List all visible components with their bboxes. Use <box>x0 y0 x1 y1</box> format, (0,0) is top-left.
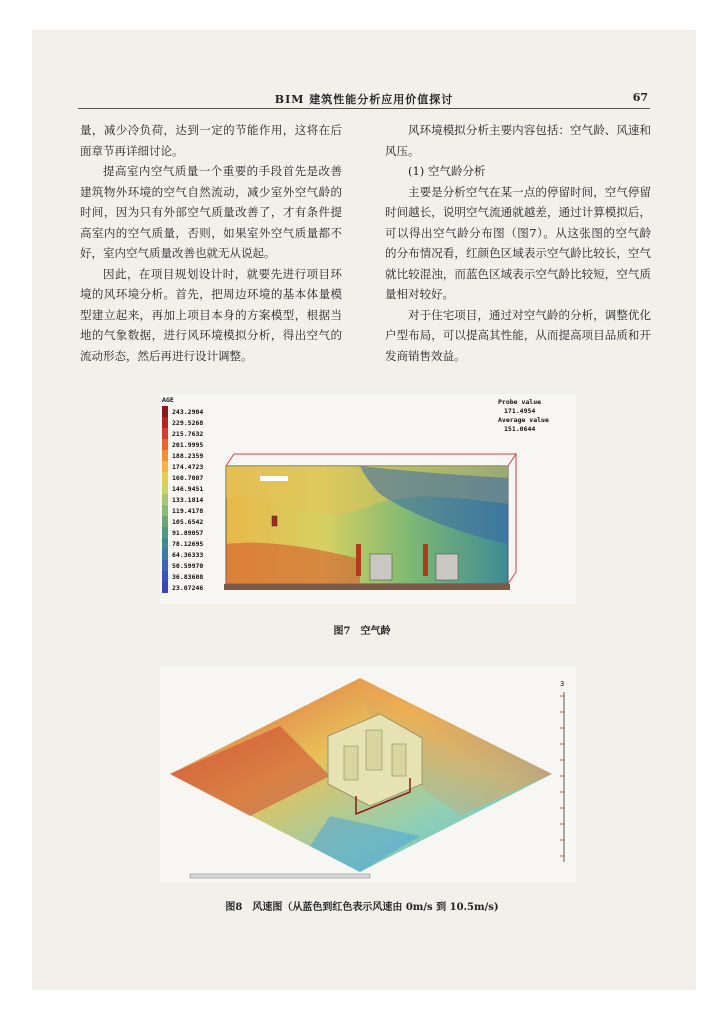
legend-value: 201.9995 <box>172 441 204 449</box>
legend-swatch <box>162 494 168 505</box>
legend-value: 119.4178 <box>172 507 204 515</box>
legend-swatch <box>162 549 168 560</box>
paragraph: 因此，在项目规划设计时，就要先进行项目环境的风环境分析。首先，把周边环境的基本体量模型建立起来，再加上项目本身的方案模型，根据当地的气象数据，进行风环境模拟分析，得出空气的流动形态，然后再进行设计调整。 <box>80 266 342 363</box>
legend-swatch <box>162 582 168 593</box>
legend-value: 215.7632 <box>172 430 204 438</box>
legend-value: 64.36333 <box>172 551 204 559</box>
right-column <box>385 120 651 366</box>
air-age-plot <box>160 394 576 604</box>
room-section <box>224 454 516 590</box>
legend-swatch <box>162 571 168 582</box>
scale-axis-ticks <box>560 696 564 856</box>
figure7-caption: 图7 空气龄 <box>333 626 391 637</box>
probe-value: 171.4954 <box>504 407 536 415</box>
legend-swatch <box>162 527 168 538</box>
legend-swatch <box>162 560 168 571</box>
left-column <box>80 120 342 366</box>
legend-value: 146.9451 <box>172 485 204 493</box>
legend-swatch <box>162 428 168 439</box>
legend-swatch <box>162 450 168 461</box>
figure-wind-speed <box>160 666 576 882</box>
paragraph: 风环境模拟分析主要内容包括：空气龄、风速和风压。 <box>385 123 651 158</box>
legend-title: AGE <box>162 396 174 404</box>
header-title: BIM 建筑性能分析应用价值探讨 <box>274 93 454 106</box>
legend-swatch <box>162 472 168 483</box>
legend-swatch <box>162 417 168 428</box>
legend-swatch <box>162 406 168 417</box>
section-heading: (1) 空气龄分析 <box>408 164 486 178</box>
figure8-caption: 图8 风速图（从蓝色到红色表示风速由 0m/s 到 10.5m/s) <box>225 902 499 913</box>
legend-swatch <box>162 483 168 494</box>
average-label: Average value <box>498 416 549 424</box>
legend-value: 36.83608 <box>172 573 204 581</box>
legend-value: 91.89057 <box>172 529 204 537</box>
running-header <box>78 90 650 109</box>
legend-value: 229.5268 <box>172 419 204 427</box>
legend-swatch <box>162 516 168 527</box>
wind-speed-plot <box>160 666 576 882</box>
legend-value: 50.59970 <box>172 562 204 570</box>
legend-value: 133.1814 <box>172 496 204 504</box>
legend-swatch <box>162 439 168 450</box>
legend-value: 188.2359 <box>172 452 204 460</box>
legend-value: 23.07246 <box>172 584 204 592</box>
paragraph: 对于住宅项目，通过对空气龄的分析，调整优化户型布局，可以提高其性能，从而提高项目品质和开发商销售效益。 <box>385 307 651 363</box>
progress-bar <box>190 874 370 878</box>
page-number: 67 <box>632 91 648 104</box>
legend-swatch <box>162 538 168 549</box>
legend-value: 160.7087 <box>172 474 204 482</box>
scale-axis-label: 3 <box>560 680 565 688</box>
legend-value: 174.4723 <box>172 463 204 471</box>
legend-value: 243.2904 <box>172 408 204 416</box>
legend-value: 105.6542 <box>172 518 204 526</box>
average-value: 151.0644 <box>504 425 536 433</box>
color-legend <box>162 406 203 593</box>
paragraph: 量，减少冷负荷，达到一定的节能作用，这将在后面章节再详细讨论。 <box>80 123 342 158</box>
legend-swatch <box>162 505 168 516</box>
paragraph: 主要是分析空气在某一点的停留时间，空气停留时间越长，说明空气流通就越差，通过计算模拟后，可以得出空气龄分布图（图7）。从这张图的空气龄的分布情况看，红颜色区域表示空气龄比较长，空气就比较混浊，而蓝色区域表示空气龄比较短，空气质量相对较好。 <box>385 184 651 301</box>
figure-air-age <box>160 394 576 604</box>
legend-swatch <box>162 461 168 472</box>
probe-label: Probe value <box>498 398 542 406</box>
paragraph: 提高室内空气质量一个重要的手段首先是改善建筑物外环境的空气自然流动，减少室外空气龄的时间，因为只有外部空气质量改善了，才有条件提高室内的空气质量，否则，如果室外空气质量都不好，室内空气质量改善也就无从说起。 <box>80 164 342 260</box>
legend-value: 78.12695 <box>172 540 204 548</box>
